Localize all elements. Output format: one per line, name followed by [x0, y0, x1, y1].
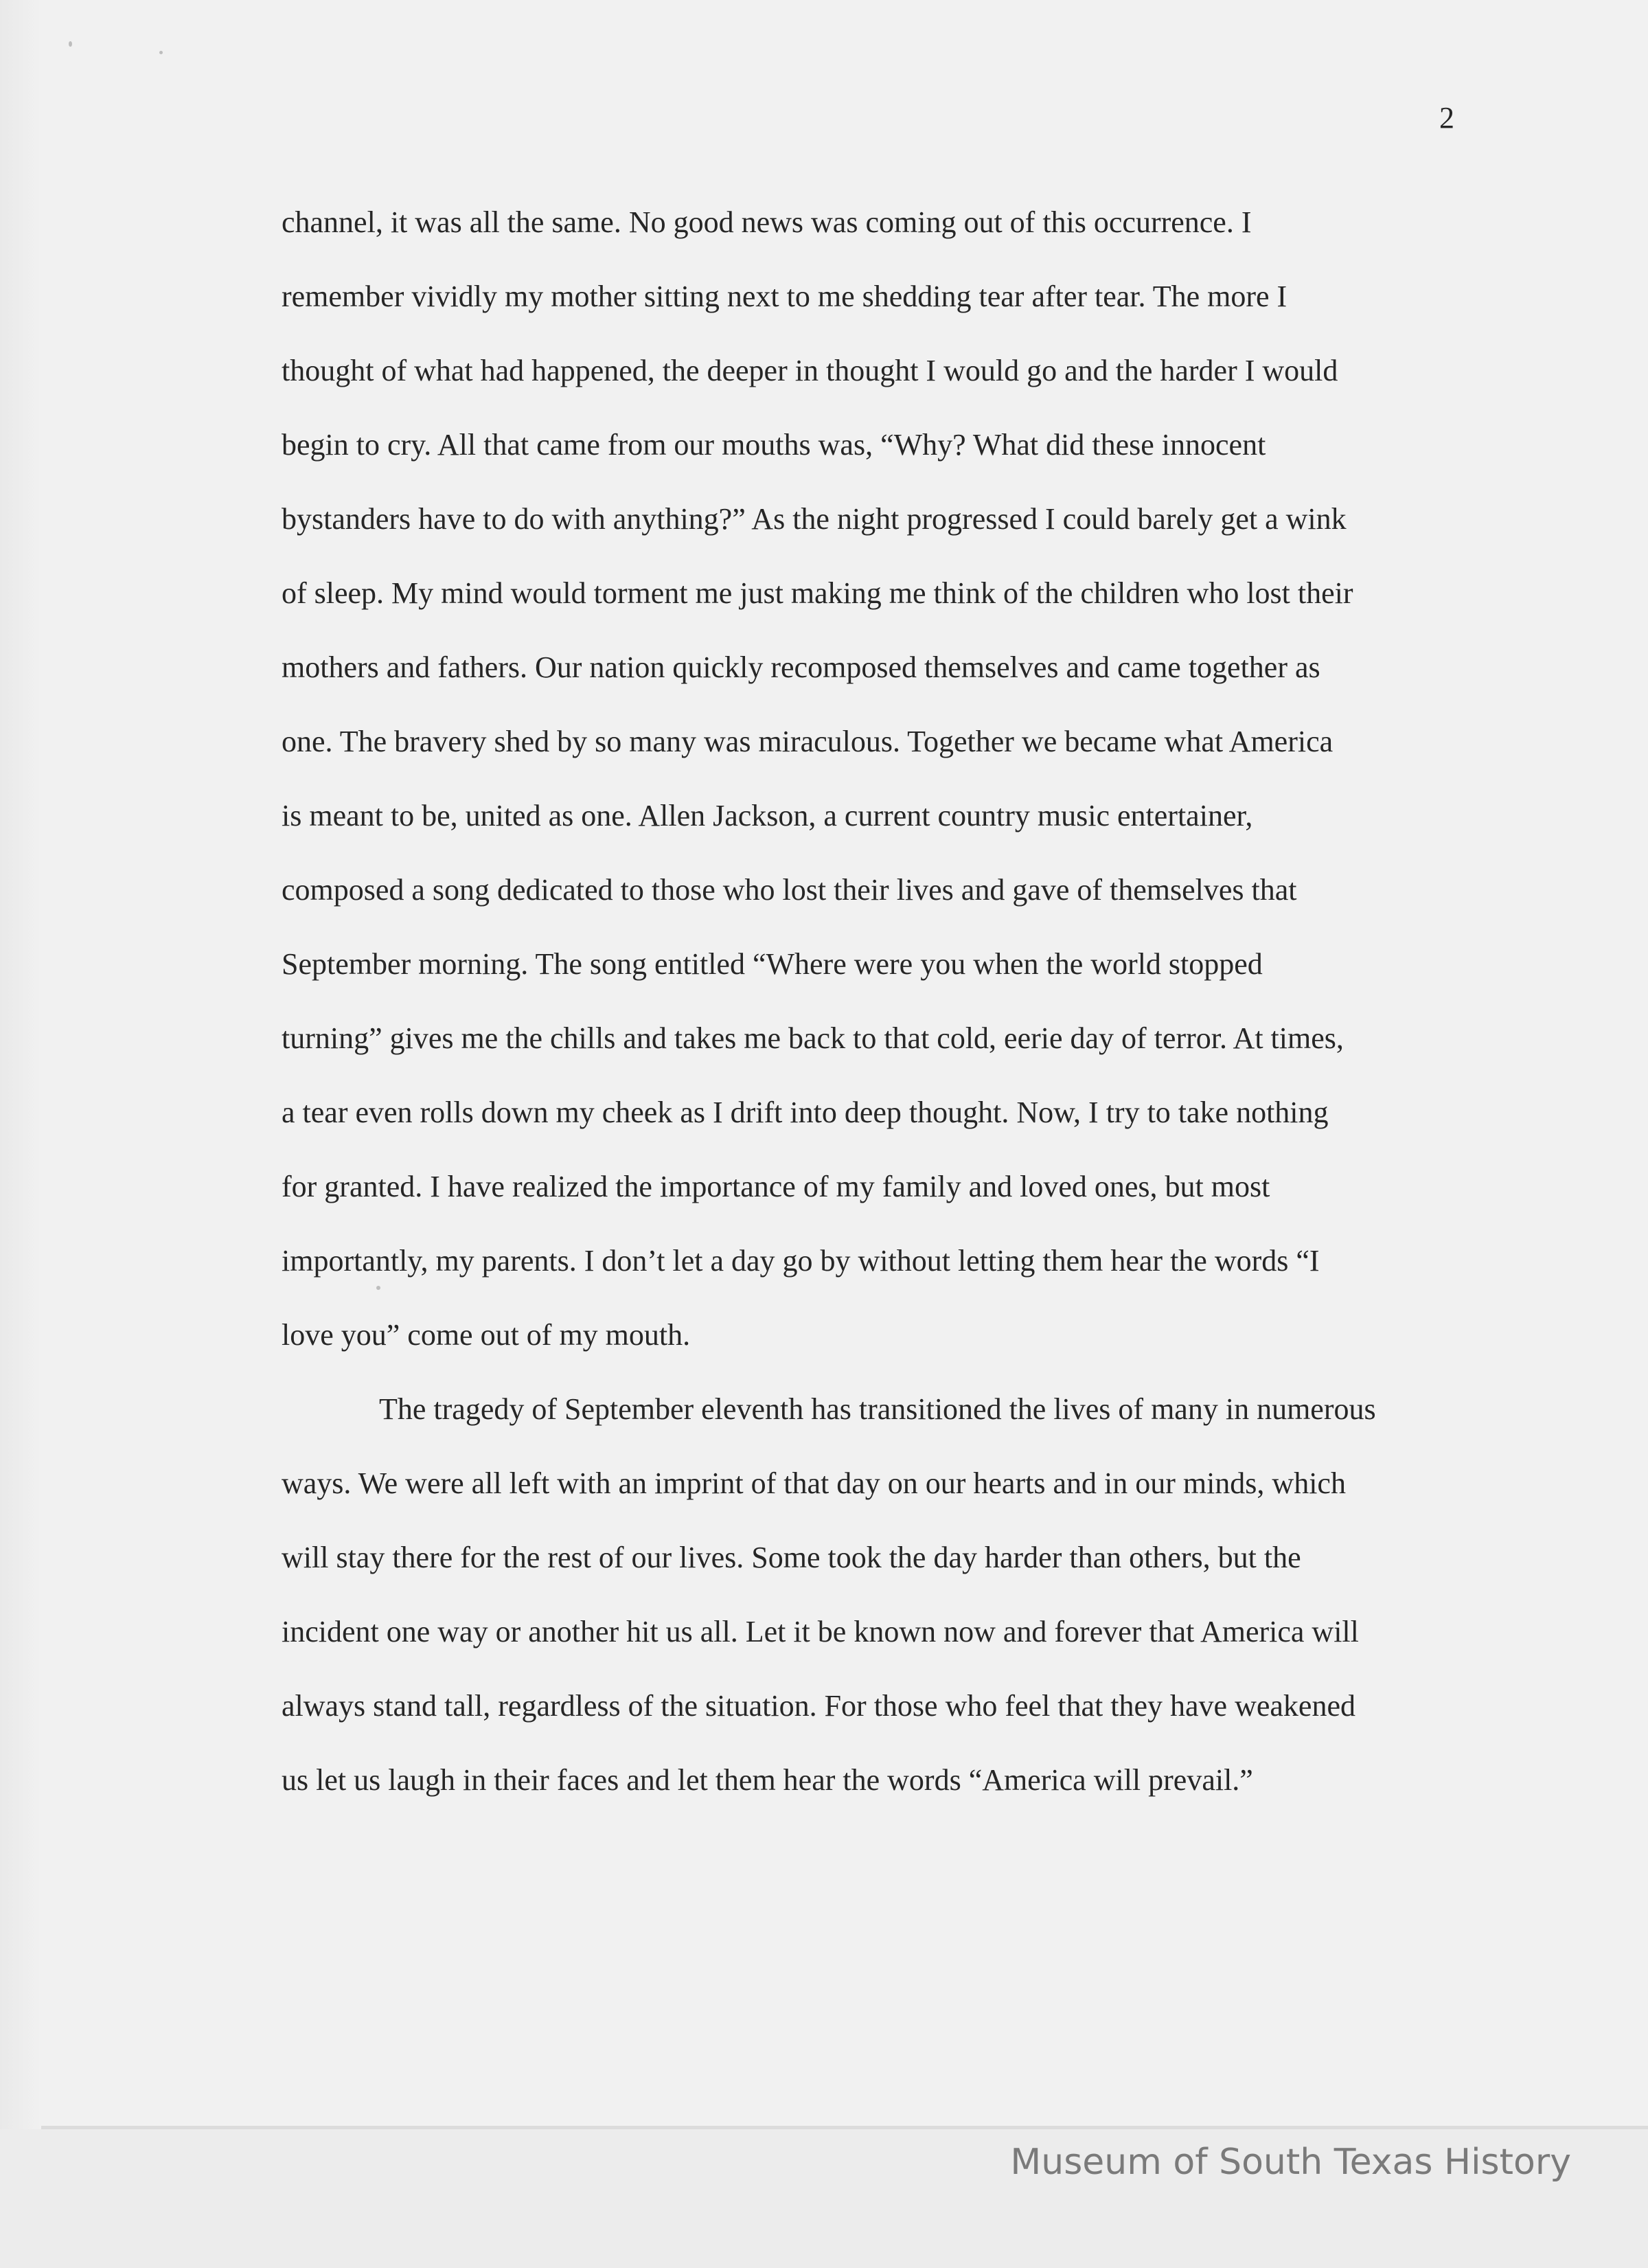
text-line: channel, it was all the same. No good news was coming out of this occurrence. I [282, 205, 1252, 239]
text-line: of sleep. My mind would torment me just making me think of the children who lost their [282, 576, 1353, 610]
text-line: importantly, my parents. I don’t let a day go by without letting them hear the words “I [282, 1244, 1320, 1278]
text-line: a tear even rolls down my cheek as I drift into deep thought. Now, I try to take nothing [282, 1096, 1329, 1129]
text-line: mothers and fathers. Our nation quickly recomposed themselves and came together as [282, 650, 1320, 684]
footer-strip [0, 2129, 1648, 2268]
text-line: ways. We were all left with an imprint of that day on our hearts and in our minds, which [282, 1466, 1346, 1500]
scan-speck [69, 41, 72, 47]
paragraph [282, 1372, 1449, 1817]
text-line: is meant to be, united as one. Allen Jackson, a current country music entertainer, [282, 799, 1253, 832]
text-line: The tragedy of September eleventh has transitioned the lives of many in numerous [379, 1392, 1376, 1426]
page-number: 2 [1439, 101, 1454, 135]
watermark-text: Museum of South Texas History [1010, 2142, 1571, 2183]
text-line: one. The bravery shed by so many was miraculous. Together we became what America [282, 725, 1334, 758]
text-line: composed a song dedicated to those who lost their lives and gave of themselves that [282, 873, 1297, 907]
text-line: love you” come out of my mouth. [282, 1318, 691, 1352]
text-line: thought of what had happened, the deeper in thought I would go and the harder I would [282, 354, 1338, 387]
text-line: remember vividly my mother sitting next to me shedding tear after tear. The more I [282, 280, 1288, 313]
body-text [282, 185, 1449, 1817]
text-line: bystanders have to do with anything?” As the night progressed I could barely get a wink [282, 502, 1347, 536]
text-line: incident one way or another hit us all. Let it be known now and forever that America will [282, 1615, 1359, 1648]
text-line: will stay there for the rest of our lives. Some took the day harder than others, but the [282, 1541, 1301, 1574]
page-shadow-edge [0, 0, 41, 2129]
text-line: for granted. I have realized the importance of my family and loved ones, but most [282, 1170, 1270, 1203]
paragraph [282, 185, 1449, 1372]
text-line: always stand tall, regardless of the situation. For those who feel that they have weakened [282, 1689, 1355, 1723]
text-line: turning” gives me the chills and takes me back to that cold, eerie day of terror. At times, [282, 1021, 1344, 1055]
text-line: September morning. The song entitled “Where were you when the world stopped [282, 947, 1263, 981]
scan-speck [159, 51, 163, 54]
text-line: begin to cry. All that came from our mouths was, “Why? What did these innocent [282, 428, 1266, 462]
text-line: us let us laugh in their faces and let them hear the words “America will prevail.” [282, 1763, 1253, 1797]
